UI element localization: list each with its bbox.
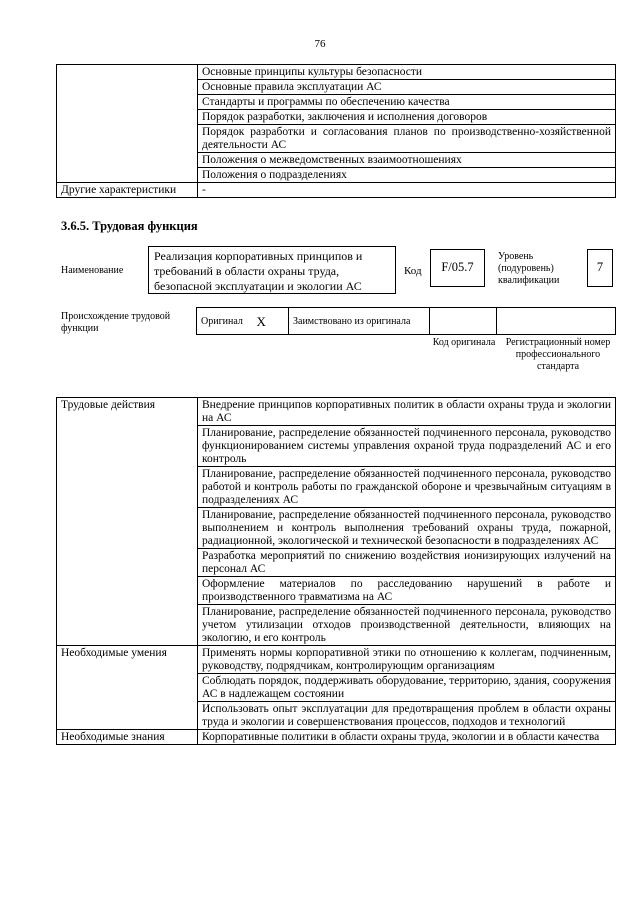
list-item: Положения о подразделениях	[198, 168, 616, 183]
table-row	[57, 398, 616, 426]
table-row	[57, 646, 616, 674]
borrowed-label: Заимствовано из оригинала	[289, 308, 430, 335]
list-item: Соблюдать порядок, поддерживать оборудование, территорию, здания, сооружения АС в надлежащем состоянии	[198, 674, 616, 702]
list-item: Разработка мероприятий по снижению воздействия ионизирующих излучений на персонал АС	[198, 549, 616, 577]
labor-function-table	[56, 397, 616, 745]
caption-original-code: Код оригинала	[432, 337, 496, 348]
labor-actions-label: Трудовые действия	[57, 398, 198, 646]
list-item: Основные принципы культуры безопасности	[198, 65, 616, 80]
code-label: Код	[404, 265, 422, 277]
list-item: Стандарты и программы по обеспечению качества	[198, 95, 616, 110]
other-characteristics-value: -	[198, 183, 616, 198]
list-item: Внедрение принципов корпоративных политик в области охраны труда и экологии на АС	[198, 398, 616, 426]
table-row	[57, 183, 616, 198]
list-item: Планирование, распределение обязанностей подчиненного персонала, руководство учетом утилизации отходов производственной деятельности, влияющих на экологию, и его контроль	[198, 605, 616, 646]
list-item: Положения о межведомственных взаимоотношениях	[198, 153, 616, 168]
original-mark: X	[253, 308, 289, 335]
list-item: Корпоративные политики в области охраны труда, экологии и в области качества	[198, 730, 616, 745]
level-label: Уровень (подуровень) квалификации	[498, 251, 560, 286]
section-title: 3.6.5. Трудовая функция	[61, 219, 198, 233]
empty-label-cell	[57, 65, 198, 183]
list-item: Применять нормы корпоративной этики по отношению к коллегам, подчиненным, руководству, подрядчикам, контролирующим организациям	[198, 646, 616, 674]
list-item: Основные правила эксплуатации АС	[198, 80, 616, 95]
other-characteristics-label: Другие характеристики	[57, 183, 198, 198]
origin-label: Происхождение трудовой функции	[61, 311, 171, 334]
list-item: Оформление материалов по расследованию нарушений в работе и производственного травматизма на АС	[198, 577, 616, 605]
function-name-value: Реализация корпоративных принципов и требований в области охраны труда, безопасной эксплуатации и экологии АС	[148, 246, 396, 294]
list-item: Порядок разработки, заключения и исполнения договоров	[198, 110, 616, 125]
list-item: Планирование, распределение обязанностей подчиненного персонала, руководство выполнением и контроль выполнения требований охраны труда, пожарной, радиационной, экологической и технической безопасности в подразделениях АС	[198, 508, 616, 549]
table-row	[57, 65, 616, 80]
required-skills-label: Необходимые умения	[57, 646, 198, 730]
original-label: Оригинал	[197, 308, 253, 335]
page-number: 76	[314, 38, 326, 50]
required-knowledge-label: Необходимые знания	[57, 730, 198, 745]
table-row	[57, 730, 616, 745]
top-characteristics-table	[56, 64, 616, 198]
level-value: 7	[587, 249, 613, 287]
list-item: Планирование, распределение обязанностей подчиненного персонала, руководство работой и контроль работы по гражданской обороне и чрезвычайным ситуациям в подразделениях АС	[198, 467, 616, 508]
original-code-cell	[430, 308, 497, 335]
table-row	[197, 308, 616, 335]
list-item: Использовать опыт эксплуатации для предотвращения проблем в области охраны труда и экологии и совершенствования процессов, подходов и технологий	[198, 702, 616, 730]
registration-number-cell	[497, 308, 616, 335]
origin-table	[196, 307, 616, 335]
code-value: F/05.7	[430, 249, 485, 287]
name-label: Наименование	[61, 265, 124, 276]
list-item: Порядок разработки и согласования планов по производственно-хозяйственной деятельности АС	[198, 125, 616, 153]
caption-registration-number: Регистрационный номер профессионального стандарта	[505, 337, 611, 372]
list-item: Планирование, распределение обязанностей подчиненного персонала, руководство функционированием системы управления охраной труда подразделений АС и его контроль	[198, 426, 616, 467]
